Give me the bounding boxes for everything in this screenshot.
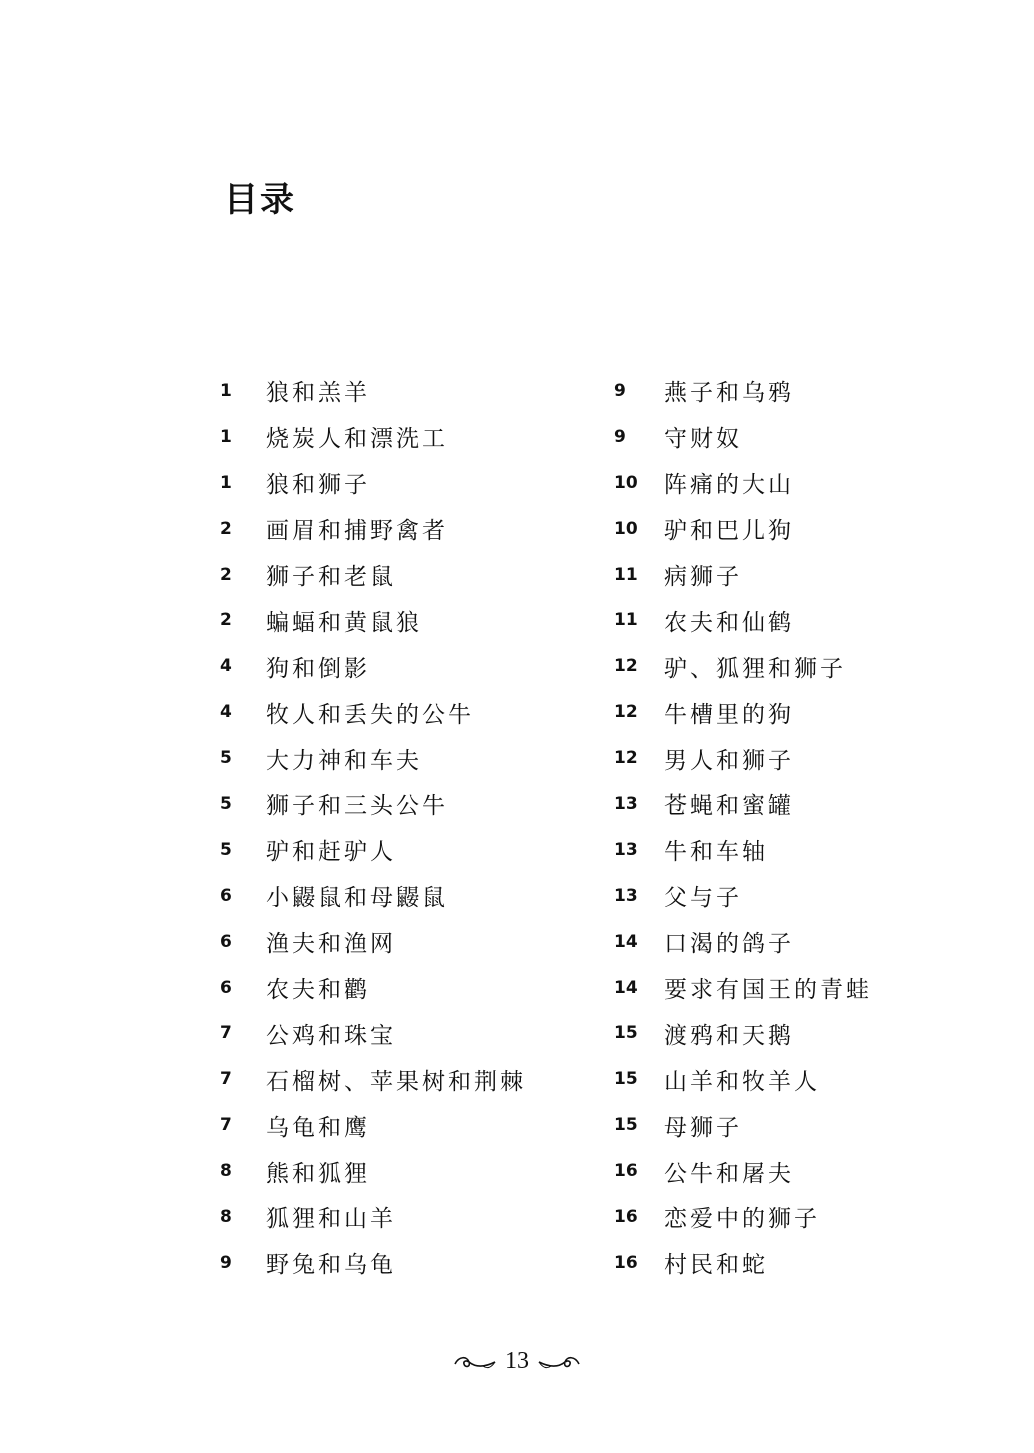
toc-entry	[608, 873, 1008, 919]
toc-entry	[608, 1148, 1008, 1194]
toc-entry-title: 山羊和牧羊人	[664, 1068, 820, 1095]
swirl-ornament-icon	[453, 1353, 497, 1371]
toc-page-number: 1	[220, 380, 232, 401]
toc-page-number: 11	[614, 564, 638, 585]
toc-page-number: 16	[614, 1206, 638, 1227]
toc-entry-title: 燕子和乌鸦	[664, 380, 794, 407]
toc-entry-title: 要求有国王的青蛙	[664, 977, 872, 1004]
toc-page-number: 1	[220, 426, 232, 447]
toc-page-number: 15	[614, 1069, 638, 1090]
toc-entry	[608, 965, 1008, 1011]
toc-entry-title: 狗和倒影	[266, 655, 370, 682]
toc-page-number: 5	[220, 793, 232, 814]
toc-page-number: 12	[614, 702, 638, 723]
toc-entry-title: 恋爱中的狮子	[664, 1206, 820, 1233]
page-number: 13	[505, 1348, 529, 1374]
toc-page-number: 10	[614, 518, 638, 539]
toc-page-number: 2	[220, 610, 232, 631]
toc-entry	[608, 1010, 1008, 1056]
toc-entry-title: 苍蝇和蜜罐	[664, 793, 794, 820]
toc-entry	[214, 965, 594, 1011]
toc-entry	[214, 1056, 594, 1102]
toc-entry-title: 牛槽里的狗	[664, 701, 794, 728]
toc-entry-title: 农夫和仙鹤	[664, 609, 794, 636]
toc-page-number: 12	[614, 656, 638, 677]
toc-entry	[214, 1240, 594, 1286]
toc-page-number: 6	[220, 931, 232, 952]
toc-left-column	[214, 368, 594, 1286]
toc-entry	[214, 1010, 594, 1056]
toc-entry-title: 守财奴	[664, 426, 742, 453]
toc-entry-title: 小鼹鼠和母鼹鼠	[266, 885, 448, 912]
toc-entry	[608, 919, 1008, 965]
toc-entry	[214, 873, 594, 919]
toc-page-number: 1	[220, 472, 232, 493]
toc-page-number: 13	[614, 885, 638, 906]
toc-entry-title: 画眉和捕野禽者	[266, 518, 448, 545]
toc-entry-title: 狮子和三头公牛	[266, 793, 448, 820]
toc-right-column	[608, 368, 1008, 1286]
toc-entry	[214, 1102, 594, 1148]
toc-entry	[608, 827, 1008, 873]
toc-entry	[214, 552, 594, 598]
toc-page-number: 5	[220, 839, 232, 860]
toc-page-number: 4	[220, 656, 232, 677]
toc-entry	[608, 1194, 1008, 1240]
toc-entry-title: 狼和狮子	[266, 472, 370, 499]
toc-page-number: 7	[220, 1023, 232, 1044]
toc-entry	[608, 460, 1008, 506]
toc-page-number: 16	[614, 1161, 638, 1182]
toc-entry-title: 狮子和老鼠	[266, 564, 396, 590]
toc-entry	[608, 414, 1008, 460]
toc-entry-title: 驴和赶驴人	[266, 839, 396, 866]
toc-page-number: 6	[220, 977, 232, 998]
toc-entry-title: 牧人和丢失的公牛	[266, 701, 474, 728]
toc-page-number: 2	[220, 518, 232, 539]
toc-page-number: 8	[220, 1206, 232, 1227]
toc-entry-title: 农夫和鹳	[266, 977, 370, 1004]
toc-entry-title: 乌龟和鹰	[266, 1114, 370, 1141]
toc-entry	[214, 414, 594, 460]
toc-entry	[608, 643, 1008, 689]
toc-page-number: 5	[220, 748, 232, 769]
toc-entry	[214, 689, 594, 735]
toc-page-number: 15	[614, 1115, 638, 1136]
toc-entry	[608, 506, 1008, 552]
toc-entry	[214, 460, 594, 506]
toc-entry	[214, 1148, 594, 1194]
toc-entry-title: 驴和巴儿狗	[664, 518, 794, 545]
toc-entry-title: 男人和狮子	[664, 747, 794, 774]
toc-entry	[214, 781, 594, 827]
toc-page-number: 9	[614, 426, 626, 447]
toc-entry-title: 公牛和屠夫	[664, 1160, 794, 1187]
toc-entry	[608, 1102, 1008, 1148]
toc-page-number: 9	[220, 1252, 232, 1273]
toc-page-number: 4	[220, 702, 232, 723]
toc-entry-title: 父与子	[664, 885, 742, 912]
toc-page-number: 10	[614, 472, 638, 493]
toc-page-number: 6	[220, 885, 232, 906]
page-footer	[0, 1348, 1034, 1375]
toc-entry	[608, 1056, 1008, 1102]
toc-entry-title: 狼和羔羊	[266, 380, 370, 407]
toc-page-number: 16	[614, 1252, 638, 1273]
toc-page-number: 14	[614, 931, 638, 952]
toc-entry	[608, 1240, 1008, 1286]
toc-entry-title: 母狮子	[664, 1114, 742, 1141]
toc-entry	[214, 827, 594, 873]
swirl-ornament-icon	[537, 1353, 581, 1371]
toc-entry	[214, 506, 594, 552]
toc-page-number: 14	[614, 977, 638, 998]
toc-entry-title: 大力神和车夫	[266, 747, 422, 774]
toc-entry-title: 驴、狐狸和狮子	[664, 655, 846, 682]
toc-page-number: 12	[614, 748, 638, 769]
toc-entry-title: 蝙蝠和黄鼠狼	[266, 609, 422, 636]
toc-page-number: 13	[614, 793, 638, 814]
toc-page-number: 11	[614, 610, 638, 631]
toc-entry	[214, 597, 594, 643]
toc-entry-title: 渔夫和渔网	[266, 931, 396, 958]
toc-entry	[214, 735, 594, 781]
toc-entry-title: 牛和车轴	[664, 839, 768, 866]
toc-entry-title: 烧炭人和漂洗工	[266, 426, 448, 453]
toc-entry-title: 口渴的鸽子	[664, 931, 794, 958]
toc-entry	[214, 1194, 594, 1240]
toc-entry	[608, 368, 1008, 414]
page-title: 目录	[224, 180, 296, 220]
toc-entry-title: 石榴树、苹果树和荆棘	[266, 1068, 526, 1095]
toc-entry	[214, 643, 594, 689]
toc-entry	[608, 597, 1008, 643]
toc-page-number: 15	[614, 1023, 638, 1044]
toc-entry-title: 阵痛的大山	[664, 472, 794, 499]
toc-entry-title: 渡鸦和天鹅	[664, 1022, 794, 1049]
toc-entry-title: 野兔和乌龟	[266, 1252, 396, 1279]
toc-entry-title: 公鸡和珠宝	[266, 1022, 396, 1049]
toc-entry-title: 病狮子	[664, 564, 742, 590]
toc-page-number: 7	[220, 1069, 232, 1090]
toc-entry-title: 村民和蛇	[664, 1252, 768, 1279]
toc-entry	[608, 781, 1008, 827]
toc-page-number: 9	[614, 380, 626, 401]
toc-page-number: 2	[220, 564, 232, 585]
toc-entry	[608, 689, 1008, 735]
toc-entry-title: 熊和狐狸	[266, 1160, 370, 1187]
toc-page-number: 7	[220, 1115, 232, 1136]
toc-page-number: 8	[220, 1161, 232, 1182]
toc-entry	[608, 552, 1008, 598]
toc-page-number: 13	[614, 839, 638, 860]
toc-entry	[214, 919, 594, 965]
toc-entry	[214, 368, 594, 414]
toc-entry-title: 狐狸和山羊	[266, 1206, 396, 1233]
toc-entry	[608, 735, 1008, 781]
